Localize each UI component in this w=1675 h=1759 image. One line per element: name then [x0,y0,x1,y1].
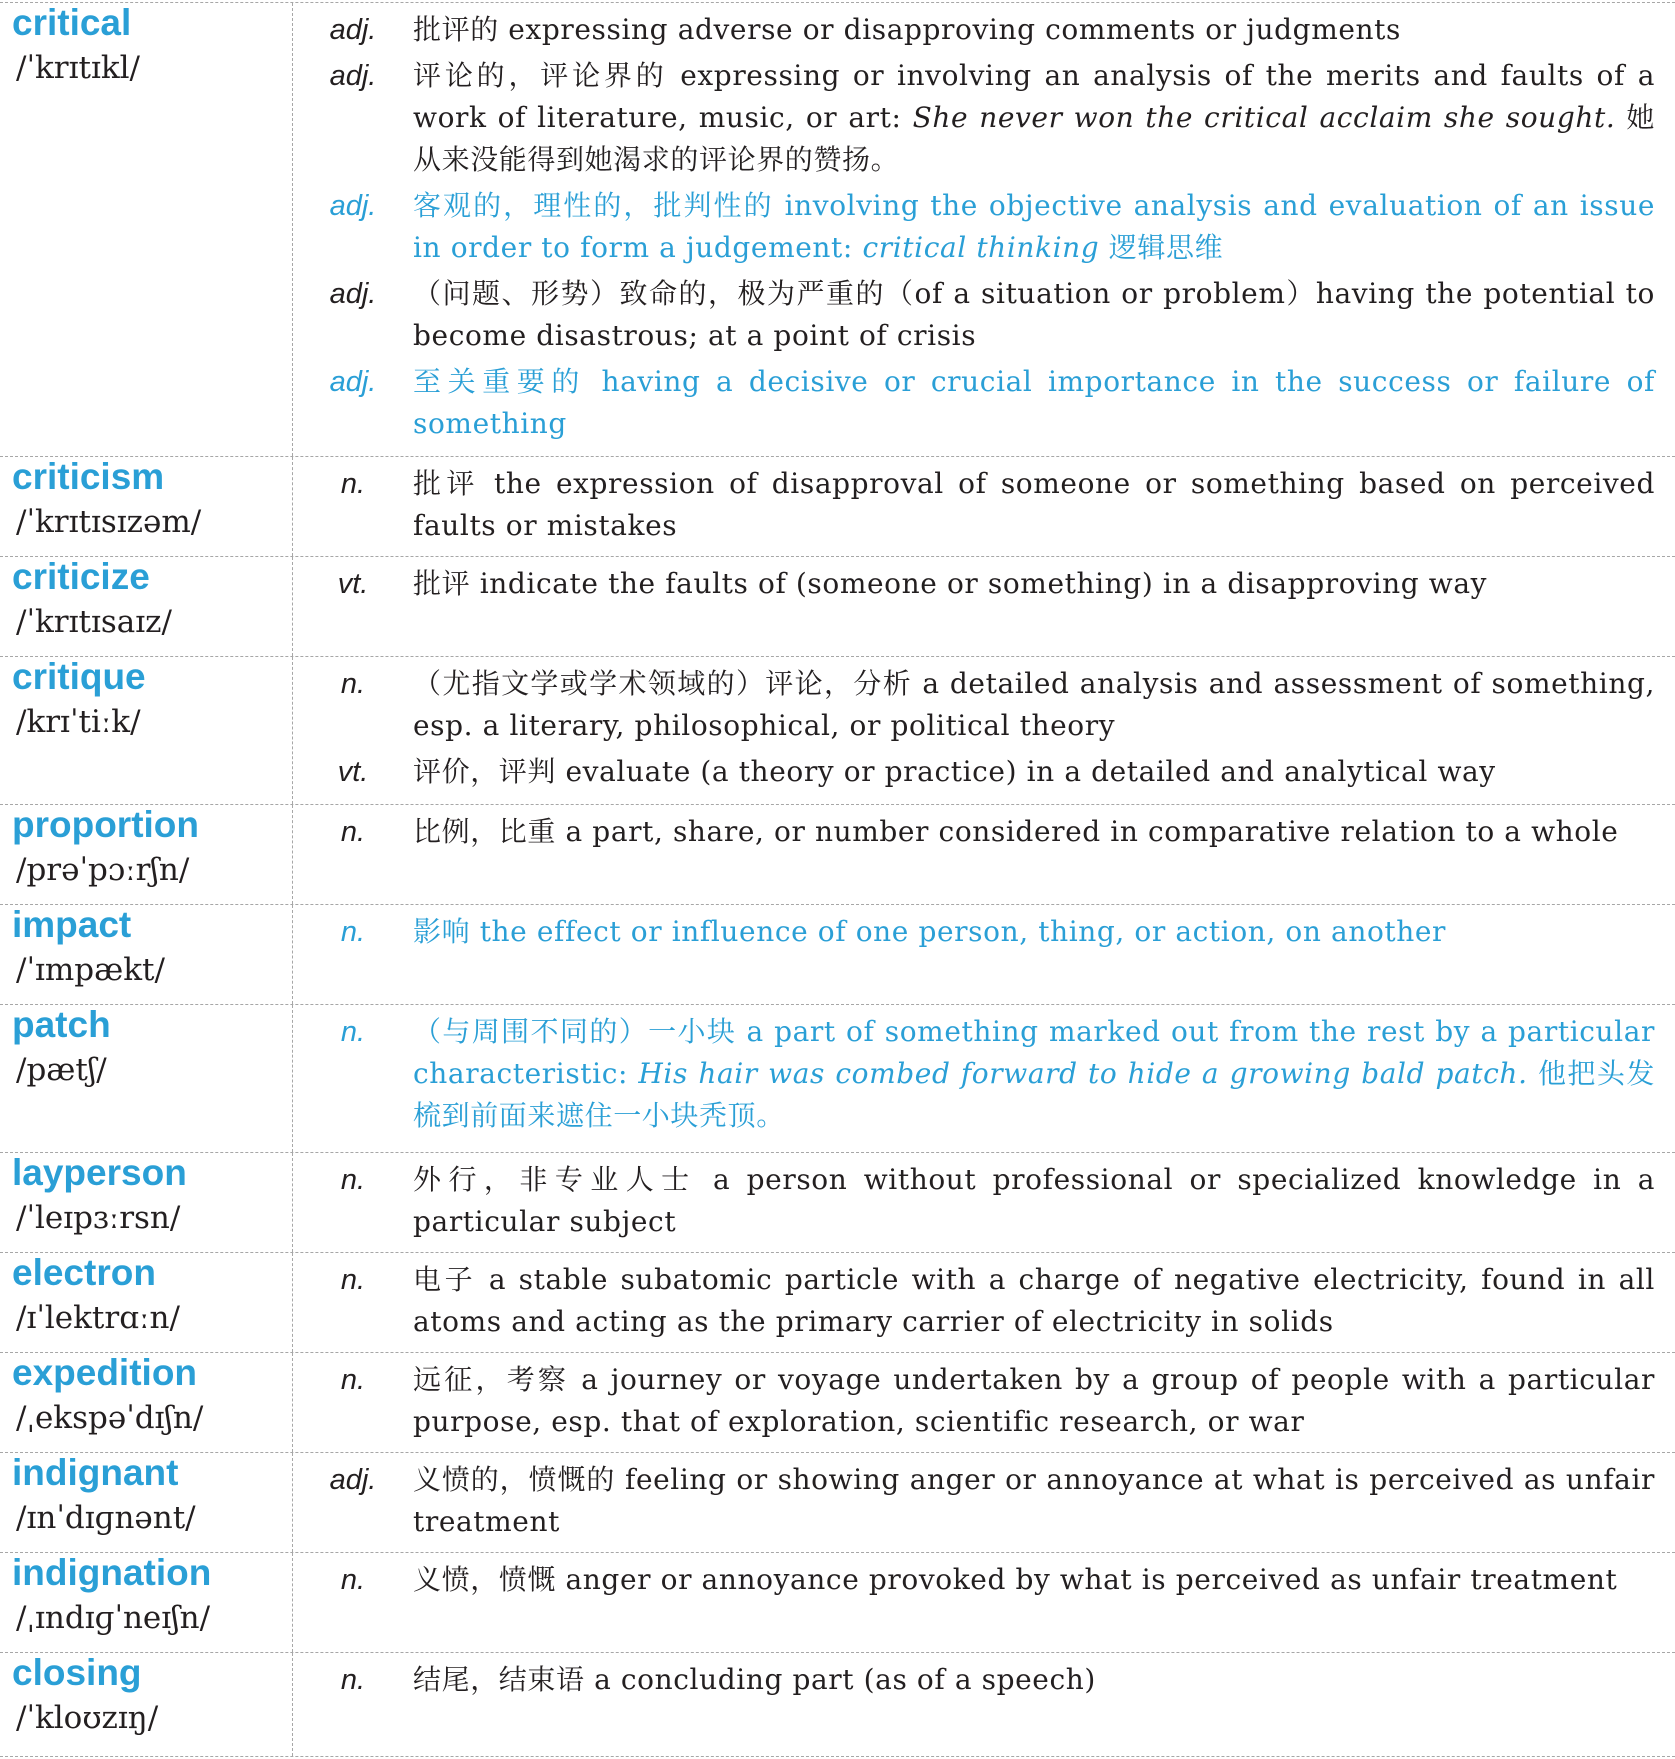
definitions [293,457,1675,556]
definition: 批评 the expression of disapproval of someone or something based on perceived faults or mistakes [413,467,1655,542]
definition-text [413,563,1655,605]
definition: 义愤的，愤慨的 feeling or showing anger or annoyance at what is perceived as unfair treatment [413,1463,1655,1538]
definition: 评论的，评论界的 expressing or involving an analysis of the merits and faults of a work of literature, music, or art: [413,59,1655,134]
headword: expedition [12,1352,198,1393]
phonetic: /ˌɪndɪɡˈneɪʃn/ [16,1600,211,1636]
definition-text [413,185,1655,269]
part-of-speech: n. [340,1164,366,1196]
definitions [293,1005,1675,1152]
definition: 比例，比重 a part, share, or number considered in comparative relation to a whole [413,815,1619,848]
entry-closing [0,1653,1675,1757]
part-of-speech: n. [340,1664,366,1696]
entry-indignation [0,1553,1675,1653]
definition-text [413,811,1655,853]
entry-critique [0,657,1675,805]
part-of-speech: adj. [329,278,377,310]
definitions [293,557,1675,656]
entry-head [0,1153,293,1252]
part-of-speech: vt. [337,568,369,600]
example-sentence: critical thinking [862,231,1100,264]
example-translation: 他把头发梳到前面来遮住一小块秃顶。 [413,1057,1655,1132]
definition-text [413,463,1655,547]
definition: 远征，考察 a journey or voyage undertaken by a group of people with a particular purpose, esp. that of exploration, scientific research, or war [413,1363,1655,1438]
sense [293,273,1655,357]
definition-text [413,1659,1655,1701]
entry-critical [0,2,1675,457]
entry-head [0,805,293,904]
definition-text [413,1359,1655,1443]
definition: 义愤，愤慨 anger or annoyance provoked by what is perceived as unfair treatment [413,1563,1618,1596]
definition-text [413,1011,1655,1137]
definitions [293,1153,1675,1252]
entry-head [0,905,293,1004]
example-translation: 逻辑思维 [1108,231,1224,264]
sense [293,185,1655,269]
definition: 结尾，结束语 a concluding part (as of a speech) [413,1663,1096,1696]
example-sentence: She never won the critical acclaim she sought. [912,101,1616,134]
phonetic: /ˈkrɪtɪsɪzəm/ [16,504,202,540]
entry-proportion [0,805,1675,905]
entry-expedition [0,1353,1675,1453]
entry-head [0,657,293,804]
sense [293,1159,1655,1243]
phonetic: /ɪnˈdɪɡnənt/ [16,1500,196,1536]
entry-head [0,1553,293,1652]
sense [293,9,1655,51]
phonetic: /ˈkloʊzɪŋ/ [16,1700,159,1736]
example-sentence: His hair was combed forward to hide a growing bald patch. [638,1057,1528,1090]
headword: criticize [12,556,150,597]
headword: layperson [12,1152,187,1193]
phonetic: /ˈkrɪtɪkl/ [16,50,140,86]
definition: 批评的 expressing adverse or disapproving comments or judgments [413,13,1401,46]
definition: 至关重要的 having a decisive or crucial importance in the success or failure of something [413,365,1655,440]
sense [293,463,1655,547]
part-of-speech: n. [340,1016,366,1048]
sense [293,663,1655,747]
entry-head [0,1653,293,1756]
headword: criticism [12,456,165,497]
part-of-speech: n. [340,668,366,700]
phonetic: /ˈɪmpækt/ [16,952,165,988]
entry-indignant [0,1453,1675,1553]
entry-impact [0,905,1675,1005]
part-of-speech: adj. [329,190,377,222]
definition-text [413,273,1655,357]
part-of-speech: adj. [329,14,377,46]
part-of-speech: n. [340,1564,366,1596]
sense [293,911,1655,953]
headword: patch [12,1004,111,1045]
headword: electron [12,1252,156,1293]
definitions [293,3,1675,456]
definition-text [413,9,1655,51]
headword: indignant [12,1452,179,1493]
entry-head [0,1253,293,1352]
definition: 影响 the effect or influence of one person, thing, or action, on another [413,915,1447,948]
definition: 外行，非专业人士 a person without professional or specialized knowledge in a particular subject [413,1163,1655,1238]
definition-text [413,911,1655,953]
definitions [293,657,1675,804]
headword: critical [12,2,132,43]
headword: impact [12,904,132,945]
sense [293,751,1655,793]
part-of-speech: vt. [337,756,369,788]
definition-text [413,751,1655,793]
headword: critique [12,656,146,697]
definition: （与周围不同的）一小块 a part of something marked out from the rest by a particular characteristic: [413,1015,1655,1090]
sense [293,1459,1655,1543]
definitions [293,1453,1675,1552]
sense [293,811,1655,853]
sense [293,55,1655,181]
definition: 评价，评判 evaluate (a theory or practice) in a detailed and analytical way [413,755,1496,788]
definition: 批评 indicate the faults of (someone or something) in a disapproving way [413,567,1488,600]
sense [293,1659,1655,1701]
entry-head [0,557,293,656]
sense [293,1559,1655,1601]
part-of-speech: adj. [329,1464,377,1496]
sense [293,1259,1655,1343]
part-of-speech: n. [340,916,366,948]
definitions [293,1253,1675,1352]
definition: （尤指文学或学术领域的）评论，分析 a detailed analysis and assessment of something, esp. a literary, philosophical, or political theory [413,667,1655,742]
definition-text [413,1159,1655,1243]
phonetic: /ɪˈlektrɑːn/ [16,1300,180,1336]
entry-head [0,1453,293,1552]
example-translation: 她从来没能得到她渴求的评论界的赞扬。 [413,101,1655,176]
definition-text [413,55,1655,181]
headword: proportion [12,804,200,845]
definition-text [413,663,1655,747]
part-of-speech: adj. [329,366,377,398]
headword: indignation [12,1552,212,1593]
sense [293,1359,1655,1443]
phonetic: /ˈkrɪtɪsaɪz/ [16,604,172,640]
phonetic: /krɪˈtiːk/ [16,704,141,740]
sense [293,563,1655,605]
definition-text [413,1459,1655,1543]
entry-head [0,1005,293,1152]
definition: 客观的，理性的，批判性的 involving the objective analysis and evaluation of an issue in order to form a judgement: [413,189,1655,264]
definition-text [413,361,1655,445]
definitions [293,1653,1675,1756]
definition: （问题、形势）致命的，极为严重的（of a situation or problem）having the potential to become disastrous; at a point of crisis [413,277,1655,352]
definitions [293,1553,1675,1652]
entry-head [0,457,293,556]
definition-text [413,1559,1655,1601]
entry-head [0,1353,293,1452]
entry-head [0,3,293,456]
phonetic: /prəˈpɔːrʃn/ [16,852,190,888]
part-of-speech: n. [340,816,366,848]
definition: 电子 a stable subatomic particle with a charge of negative electricity, found in all atoms and acting as the primary carrier of electricity in solids [413,1263,1655,1338]
phonetic: /ˈleɪpɜːrsn/ [16,1200,181,1236]
phonetic: /ˌekspəˈdɪʃn/ [16,1400,204,1436]
part-of-speech: n. [340,1364,366,1396]
entry-electron [0,1253,1675,1353]
part-of-speech: n. [340,468,366,500]
part-of-speech: n. [340,1264,366,1296]
sense [293,1011,1655,1137]
definitions [293,805,1675,904]
definitions [293,905,1675,1004]
headword: closing [12,1652,142,1693]
entry-patch [0,1005,1675,1153]
entry-criticism [0,457,1675,557]
entry-criticize [0,557,1675,657]
definition-text [413,1259,1655,1343]
entry-layperson [0,1153,1675,1253]
sense [293,361,1655,445]
definitions [293,1353,1675,1452]
part-of-speech: adj. [329,60,377,92]
phonetic: /pætʃ/ [16,1052,107,1088]
